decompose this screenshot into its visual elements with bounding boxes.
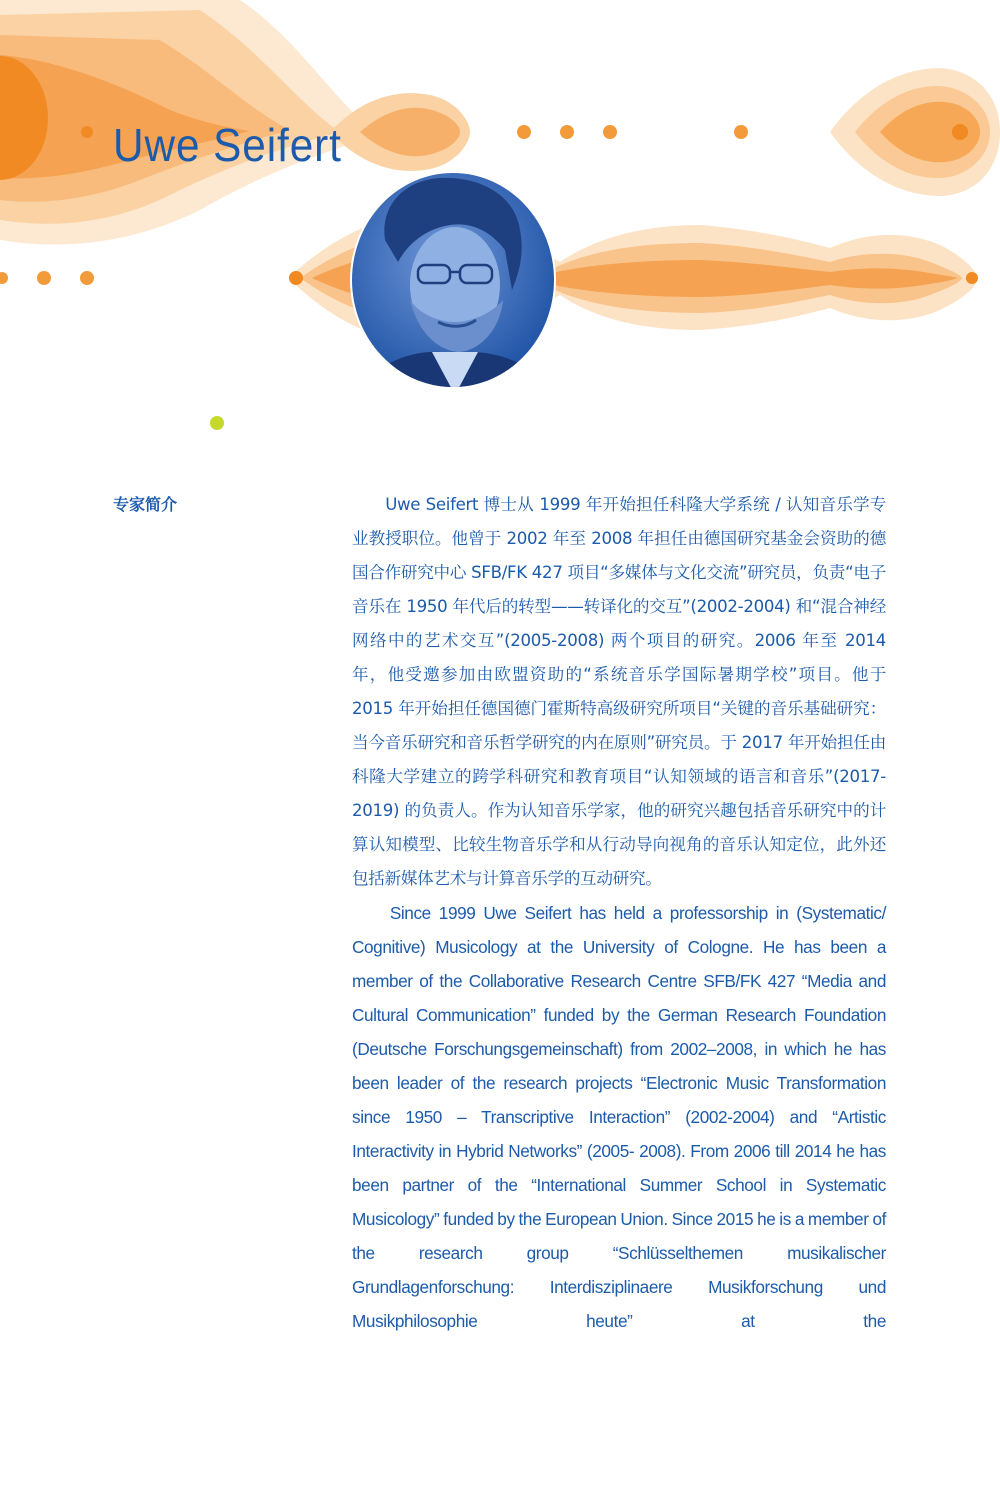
bio-english-paragraph: Since 1999 Uwe Seifert has held a professorship in (Systematic/ Cognitive) Musicology at the University of Cologne. He has been a member of the Collaborative Research Centre SFB/FK 427 “Media and Cultural Communication” funded by the German Research Foundation (Deutsche Forschungsgemeinschaft) from 2002–2008, in which he has been leader of the research projects “Electronic Music Transformation since 1950 – Transcriptive Interaction” (2002-2004) and “Artistic Interactivity in Hybrid Networks” (2005- 2008). From 2006 till 2014 he has been partner of the “International Summer School in Systematic Musicology” funded by the European Union. Since 2015 he is a member of the research group “Schlüsselthemen musikalischer Grundlagenforschung: Interdisziplinaere Musikforschung und Musikphilosophie heute” at the xyxy=(352,903,886,1331)
section-label: 专家简介 xyxy=(113,495,178,514)
bio-chinese-paragraph: Uwe Seifert 博士从 1999 年开始担任科隆大学系统 / 认知音乐学专业教授职位。他曾于 2002 年至 2008 年担任由德国研究基金会资助的德国合作研究中心 SFB/FK 427 项目“多媒体与文化交流”研究员，负责“电子音乐在 1950 年代后的转型——转译化的交互”(2002-2004) 和“混合神经网络中的艺术交互”(2005-2008) 两个项目的研究。2006 年至 2014 年，他受邀参加由欧盟资助的“系统音乐学国际暑期学校”项目。他于 2015 年开始担任德国德门霍斯特高级研究所项目“关键的音乐基础研究：当今音乐研究和音乐哲学研究的内在原则”研究员。于 2017 年开始担任由科隆大学建立的跨学科研究和教育项目“认知领域的语言和音乐”(2017-2019) 的负责人。作为认知音乐学家，他的研究兴趣包括音乐研究中的计算认知模型、比较生物音乐学和从行动导向视角的音乐认知定位，此外还包括新媒体艺术与计算音乐学的互动研究。 xyxy=(352,495,886,888)
biography xyxy=(352,488,886,1338)
portrait-photo xyxy=(350,171,560,400)
orange-wave-right xyxy=(830,68,1000,196)
orange-wave-top-center xyxy=(330,93,470,171)
expert-name: Uwe Seifert xyxy=(113,119,342,171)
header-decoration xyxy=(0,0,1000,460)
